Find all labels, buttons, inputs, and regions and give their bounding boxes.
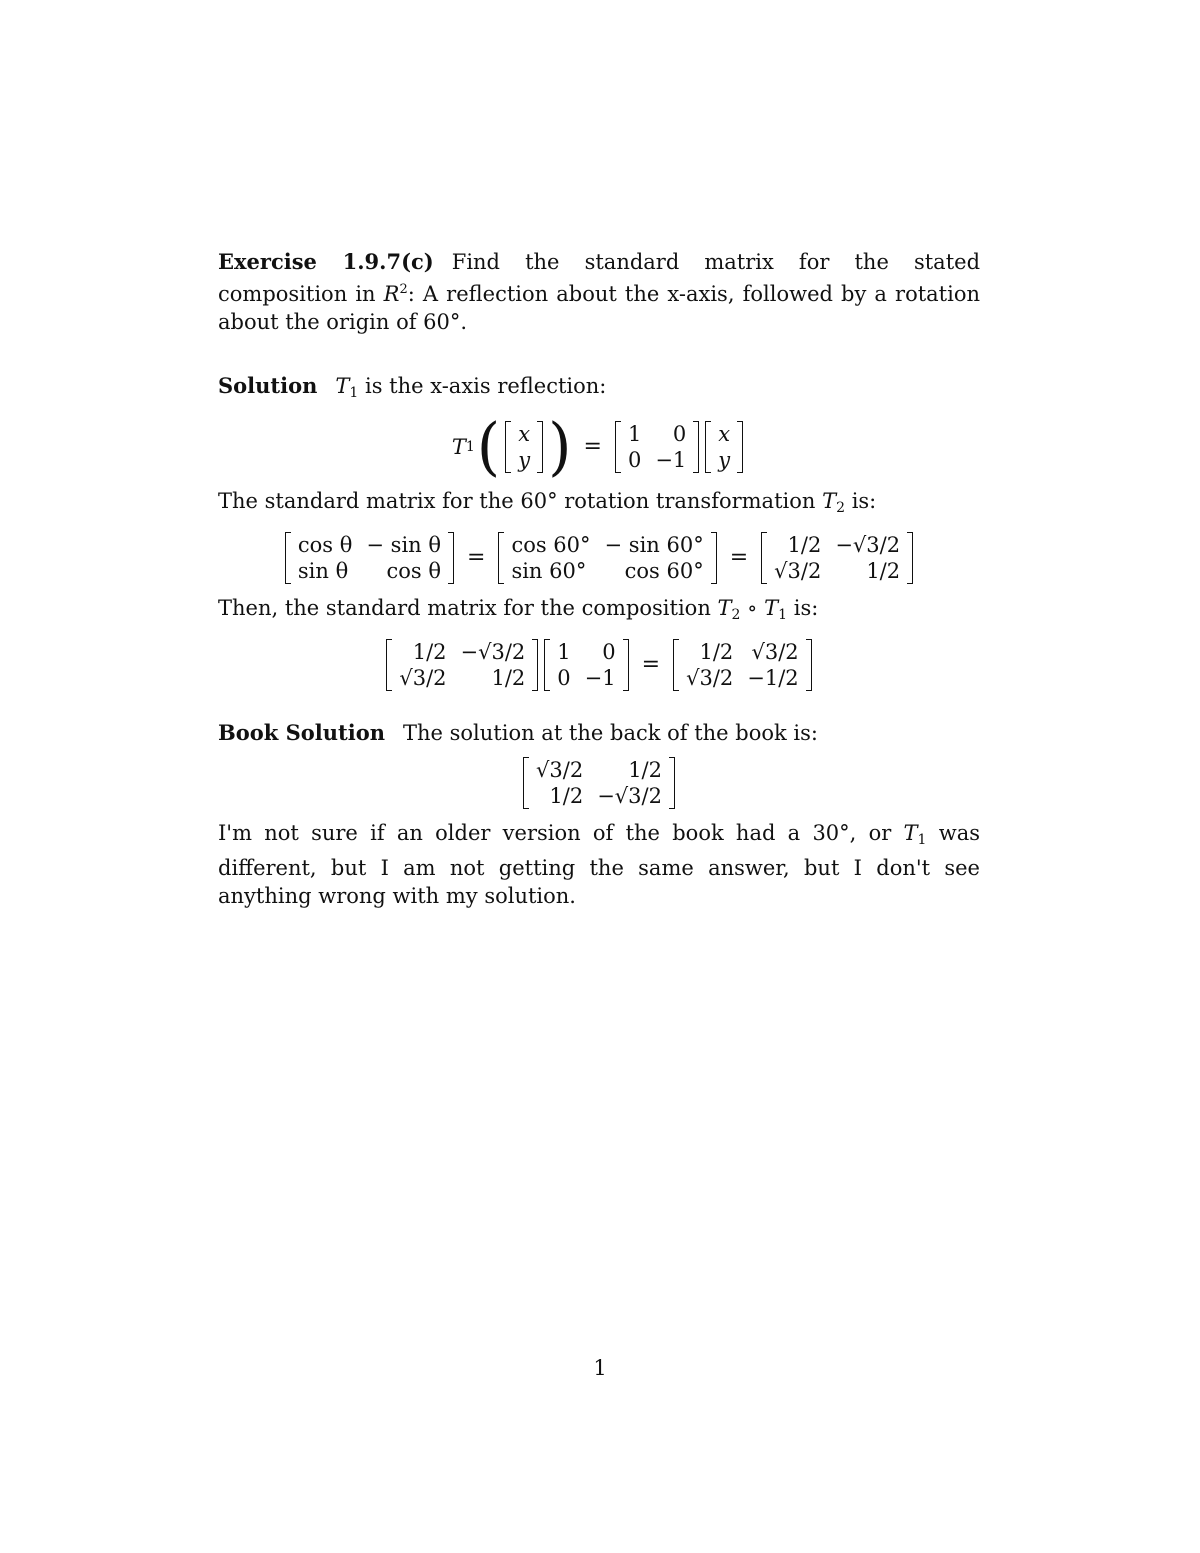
matrix-cell: 1/2 — [628, 758, 662, 782]
eq1-T-sub: 1 — [465, 439, 475, 455]
matrix-cell: 1/2 — [549, 784, 584, 808]
matrix-cell: 0 — [602, 640, 616, 664]
matrix-cell: −1 — [584, 666, 616, 690]
matrix-cell: √3/2 — [399, 666, 447, 690]
rotation-matrix-theta — [285, 532, 454, 584]
matrix-cell: 0 — [627, 448, 642, 472]
vector-xy — [505, 421, 543, 473]
closing-text-b: was different, but I am not getting the same answer, but I don't see anything wrong with my solution. — [218, 821, 980, 908]
page-number: 1 — [593, 1356, 607, 1380]
solution-T: T — [335, 374, 350, 398]
matrix-cell: √3/2 — [536, 758, 584, 782]
vec-y: y — [518, 448, 531, 472]
matrix-cell: sin θ — [297, 559, 349, 583]
matrix-cell: 1 — [557, 640, 571, 664]
vec-y: y — [718, 448, 731, 472]
matrix-cell: −√3/2 — [835, 533, 901, 557]
solution-T-sub: 1 — [349, 385, 359, 401]
matrix-cell: − sin 60° — [604, 533, 704, 557]
solution-text: is the x-axis reflection: — [358, 374, 607, 398]
exercise-R-sup: 2 — [399, 282, 408, 297]
vec-x: x — [718, 422, 731, 446]
equation-composition — [218, 639, 980, 691]
exercise-label: Exercise 1.9.7(c) — [218, 249, 434, 274]
composition-T1-sub: 1 — [778, 607, 788, 623]
rotation-intro-T: T — [822, 489, 837, 513]
equals-sign: = — [641, 652, 661, 677]
matrix-cell: √3/2 — [751, 640, 799, 664]
rotation-intro-text-a: The standard matrix for the 60° rotation transformation — [218, 489, 823, 513]
matrix-cell: −√3/2 — [460, 640, 526, 664]
composition-T2: T — [717, 596, 732, 620]
equation-book — [218, 757, 980, 809]
composition-intro — [218, 594, 980, 629]
rotation-intro-T-sub: 2 — [836, 500, 846, 516]
rotation-matrix-values — [761, 532, 913, 584]
matrix-cell: 1 — [627, 422, 642, 446]
composition-intro-text-a: Then, the standard matrix for the composition — [218, 596, 718, 620]
book-matrix — [523, 757, 675, 809]
exercise-text-a: Find the standard matrix for the stated composition in — [218, 250, 981, 306]
book-solution-label: Book Solution — [218, 720, 385, 745]
matrix-cell: cos θ — [297, 533, 353, 557]
document-body — [218, 248, 980, 910]
exercise-R: R — [383, 282, 400, 306]
matrix-cell: √3/2 — [686, 666, 734, 690]
rotation-intro-text-b: is: — [845, 489, 877, 513]
rotation-intro — [218, 487, 980, 522]
composition-intro-text-b: is: — [787, 596, 819, 620]
composition-matrix-rotation — [386, 639, 538, 691]
book-solution-paragraph — [218, 719, 980, 747]
equation-rotation — [218, 532, 980, 584]
matrix-cell: cos 60° — [511, 533, 591, 557]
composition-T1: T — [764, 596, 779, 620]
left-paren: ( — [476, 410, 501, 484]
solution-label: Solution — [218, 373, 318, 398]
solution-paragraph — [218, 372, 980, 407]
matrix-cell: cos 60° — [624, 559, 704, 583]
matrix-cell: − sin θ — [366, 533, 441, 557]
closing-paragraph — [218, 819, 980, 910]
matrix-cell: 1/2 — [699, 640, 734, 664]
vec-x: x — [518, 422, 531, 446]
matrix-cell: sin 60° — [511, 559, 587, 583]
matrix-cell: 0 — [672, 422, 687, 446]
equals-sign: = — [729, 545, 749, 570]
closing-text-a: I'm not sure if an older version of the book had a 30°, or — [218, 821, 904, 845]
matrix-cell: −1/2 — [747, 666, 799, 690]
equals-sign: = — [467, 545, 486, 570]
matrix-cell: 1/2 — [491, 666, 526, 690]
exercise-text-b: : A reflection about the x-axis, followed by a rotation about the origin of 60°. — [218, 282, 981, 334]
matrix-cell: −√3/2 — [597, 784, 662, 808]
book-solution-text: The solution at the back of the book is: — [403, 721, 818, 745]
closing-T: T — [903, 821, 918, 845]
matrix-cell: 0 — [557, 666, 571, 690]
reflection-matrix — [615, 421, 699, 473]
exercise-paragraph — [218, 248, 980, 336]
closing-T-sub: 1 — [917, 832, 927, 848]
matrix-cell: cos θ — [386, 559, 441, 583]
composition-T2-sub: 2 — [731, 607, 741, 623]
right-paren: ) — [548, 410, 572, 484]
matrix-cell: 1/2 — [787, 533, 822, 557]
composition-matrix-reflection — [544, 639, 628, 691]
equation-reflection — [218, 410, 980, 484]
vector-xy-right — [705, 421, 743, 473]
equals-sign: = — [583, 434, 602, 459]
composition-matrix-result — [673, 639, 812, 691]
matrix-cell: 1/2 — [866, 559, 901, 583]
matrix-cell: 1/2 — [412, 640, 447, 664]
matrix-cell: −1 — [655, 448, 687, 472]
eq1-T: T — [451, 435, 466, 459]
rotation-matrix-60 — [498, 532, 716, 584]
composition-circ: ∘ — [740, 596, 765, 620]
matrix-cell: √3/2 — [774, 559, 822, 583]
